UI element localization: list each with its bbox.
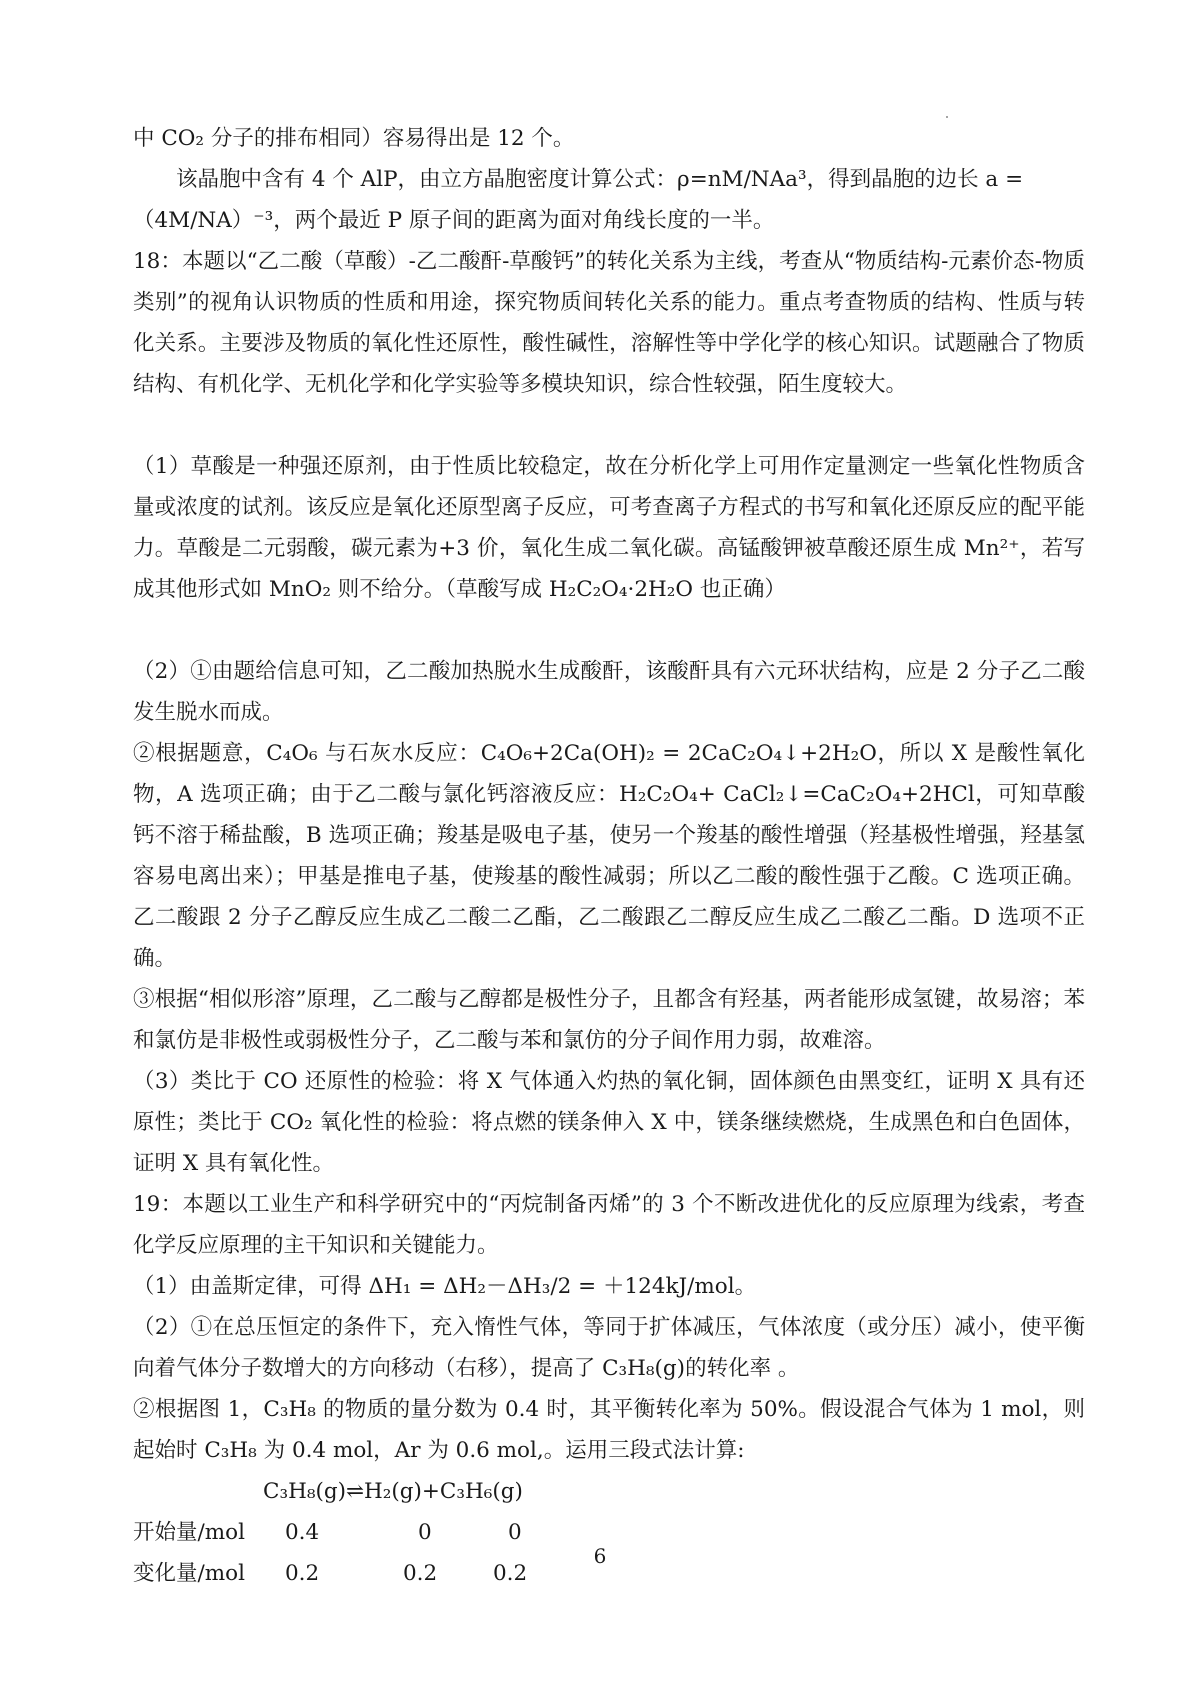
paragraph-19-part-2-2: ②根据图 1，C₃H₈ 的物质的量分数为 0.4 时，其平衡转化率为 50%。假设混合气体为 1 mol，则起始时 C₃H₈ 为 0.4 mol，Ar 为 0.6 mol,。运用三段式法计算: — [133, 1397, 1085, 1463]
three-stage-table — [133, 1471, 733, 1594]
row-label: 变化量/mol — [133, 1561, 245, 1586]
paragraph-18-part-3: （3）类比于 CO 还原性的检验：将 X 气体通入灼热的氧化铜，固体颜色由黑变红，证明 X 具有还原性；类比于 CO₂ 氧化性的检验：将点燃的镁条伸入 X 中，镁条继续燃烧，生成黑色和白色固体，证明 X 具有氧化性。 — [133, 1069, 1085, 1176]
cell-value: 0.2 — [493, 1561, 528, 1586]
text-line-2: 该晶胞中含有 4 个 AlP，由立方晶胞密度计算公式：ρ=nM/NAa³，得到晶胞的边长 a = — [176, 167, 1024, 192]
reaction-equation: C₃H₈(g)⇌H₂(g)+C₃H₆(g) — [263, 1479, 523, 1504]
cell-value: 0.2 — [403, 1561, 438, 1586]
paragraph-18-part-2-2: ②根据题意，C₄O₆ 与石灰水反应：C₄O₆+2Ca(OH)₂ = 2CaC₂O₄↓+2H₂O，所以 X 是酸性氧化物，A 选项正确；由于乙二酸与氯化钙溶液反应：H₂C₂O₄+ CaCl₂↓=CaC₂O₄+2HCl，可知草酸钙不溶于稀盐酸，B 选项正确；羧基是吸电子基，使另一个羧基的酸性增强（羟基极性增强，羟基氢容易电离出来）；甲基是推电子基，使羧基的酸性减弱；所以乙二酸的酸性强于乙酸。C 选项正确。乙二酸跟 2 分子乙醇反应生成乙二酸二乙酯，乙二酸跟乙二醇反应生成乙二酸乙二酯。D 选项不正确。 — [133, 741, 1085, 971]
cell-value: 0 — [418, 1520, 432, 1545]
cell-value: 0.4 — [285, 1520, 320, 1545]
paragraph-18-part-2-3: ③根据“相似形溶”原理，乙二酸与乙醇都是极性分子，且都含有羟基，两者能形成氢键，故易溶；苯和氯仿是非极性或弱极性分子，乙二酸与苯和氯仿的分子间作用力弱，故难溶。 — [133, 987, 1085, 1053]
table-equation-row — [133, 1471, 733, 1512]
page-number: 6 — [593, 1544, 607, 1568]
text-line-3: （4M/NA）⁻³，两个最近 P 原子间的距离为面对角线长度的一半。 — [133, 208, 775, 233]
paragraph-19-part-2-1: （2）①在总压恒定的条件下，充入惰性气体，等同于扩体减压，气体浓度（或分压）减小，使平衡向着气体分子数增大的方向移动（右移），提高了 C₃H₈(g)的转化率 。 — [133, 1315, 1085, 1381]
cell-value: 0.2 — [285, 1561, 320, 1586]
cell-value: 0 — [508, 1520, 522, 1545]
text-line-1: 中 CO₂ 分子的排布相同）容易得出是 12 个。 — [133, 126, 575, 151]
paragraph-18-part-1: （1）草酸是一种强还原剂，由于性质比较稳定，故在分析化学上可用作定量测定一些氧化性物质含量或浓度的试剂。该反应是氧化还原型离子反应，可考查离子方程式的书写和氧化还原反应的配平能力。草酸是二元弱酸，碳元素为+3 价，氧化生成二氧化碳。高锰酸钾被草酸还原生成 Mn²⁺，若写成其他形式如 MnO₂ 则不给分。（草酸写成 H₂C₂O₄·2H₂O 也正确） — [133, 454, 1085, 602]
paragraph-18-part-2-1: （2）①由题给信息可知，乙二酸加热脱水生成酸酐，该酸酐具有六元环状结构，应是 2 分子乙二酸发生脱水而成。 — [133, 659, 1085, 725]
paragraph-19-part-1: （1）由盖斯定律，可得 ΔH₁ = ΔH₂－ΔH₃/2 = ＋124kJ/mol。 — [133, 1274, 757, 1299]
paragraph-19: 19：本题以工业生产和科学研究中的“丙烷制备丙烯”的 3 个不断改进优化的反应原理为线索，考查化学反应原理的主干知识和关键能力。 — [133, 1192, 1085, 1258]
paragraph-18: 18：本题以“乙二酸（草酸）-乙二酸酐-草酸钙”的转化关系为主线，考查从“物质结构-元素价态-物质类别”的视角认识物质的性质和用途，探究物质间转化关系的能力。重点考查物质的结构、性质与转化关系。主要涉及物质的氧化性还原性，酸性碱性，溶解性等中学化学的核心知识。试题融合了物质结构、有机化学、无机化学和化学实验等多模块知识，综合性较强，陌生度较大。 — [133, 249, 1085, 397]
row-label: 开始量/mol — [133, 1520, 245, 1545]
